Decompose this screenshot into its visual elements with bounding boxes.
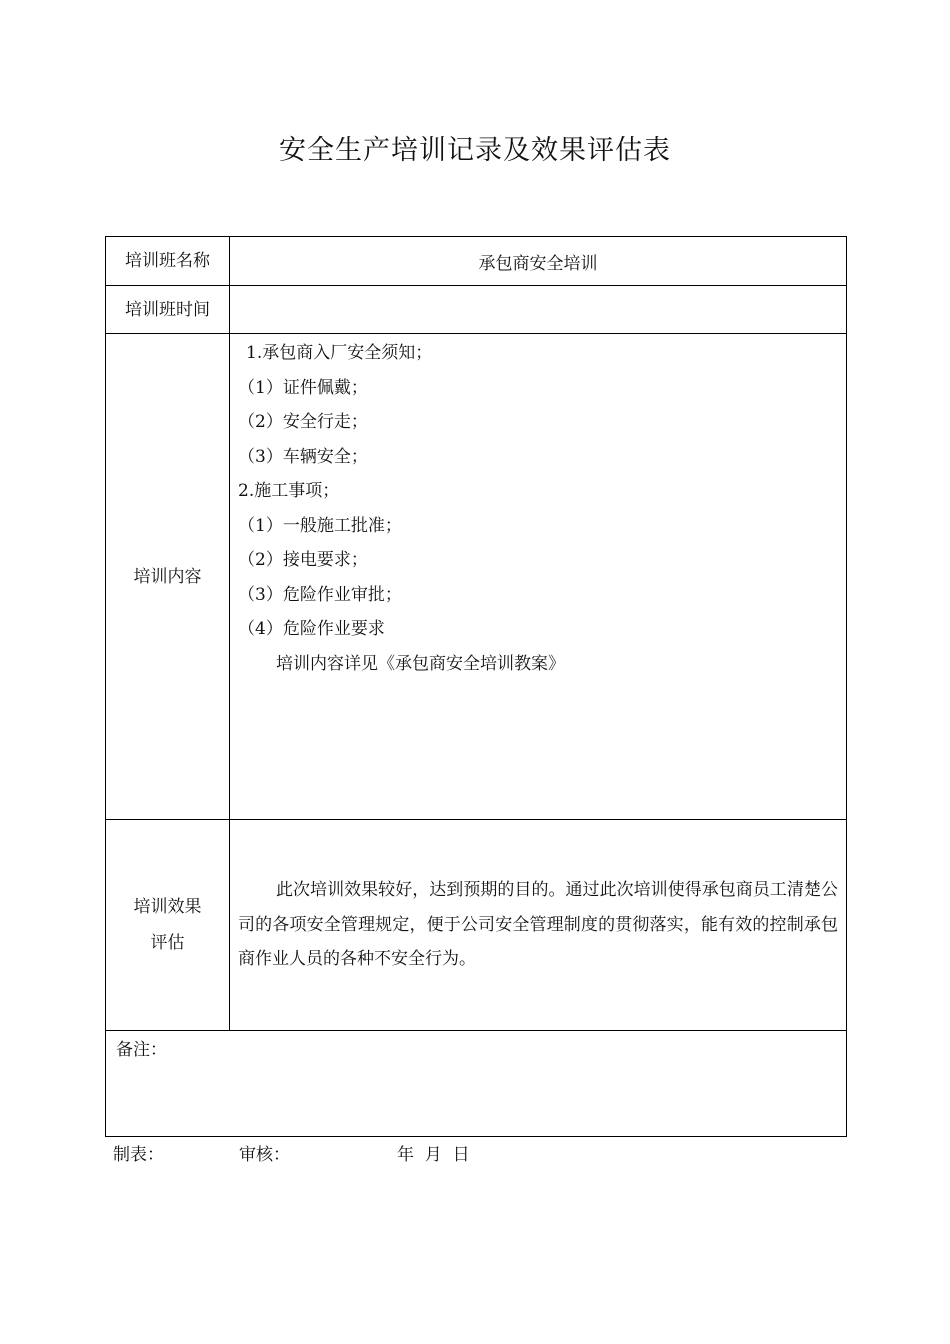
content-line: 培训内容详见《承包商安全培训教案》 xyxy=(276,653,565,674)
class-time-label: 培训班时间 xyxy=(106,286,230,334)
content-line: 2.施工事项； xyxy=(238,481,340,501)
content-line: （2）安全行走； xyxy=(238,412,368,432)
evaluation-row xyxy=(106,820,847,1031)
evaluation-label-line2: 评估 xyxy=(150,933,185,953)
content-line: 1.承包商入厂安全须知； xyxy=(246,343,433,363)
content-label: 培训内容 xyxy=(106,334,230,820)
prepared-by-label: 制表： xyxy=(113,1145,164,1165)
content-value[interactable] xyxy=(230,334,847,820)
class-name-value[interactable]: 承包商安全培训 xyxy=(230,237,847,286)
content-line: （2）接电要求； xyxy=(238,550,368,570)
remarks-cell[interactable] xyxy=(106,1031,847,1137)
content-row xyxy=(106,334,847,820)
evaluation-value[interactable] xyxy=(230,820,847,1031)
remarks-row xyxy=(106,1031,847,1137)
training-record-table xyxy=(105,236,847,1137)
class-time-row xyxy=(106,286,847,334)
content-line: （1）一般施工批准； xyxy=(238,515,402,536)
document-title: 安全生产培训记录及效果评估表 xyxy=(279,135,671,166)
evaluation-label xyxy=(106,820,230,1031)
content-line: （3）车辆安全； xyxy=(238,446,368,467)
class-name-label: 培训班名称 xyxy=(106,237,230,286)
reviewed-by-label: 审核： xyxy=(239,1145,290,1165)
evaluation-text: 此次培训效果较好，达到预期的目的。通过此次培训使得承包商员工清楚公司的各项安全管理规定，便于公司安全管理制度的贯彻落实，能有效的控制承包商作业人员的各种不安全行为。 xyxy=(238,880,838,970)
remarks-label: 备注： xyxy=(116,1040,167,1060)
content-line: （4）危险作业要求 xyxy=(238,619,385,639)
class-time-value[interactable] xyxy=(230,286,847,334)
content-line: （1）证件佩戴； xyxy=(238,377,368,398)
class-name-row xyxy=(106,237,847,286)
evaluation-label-line1: 培训效果 xyxy=(133,897,202,917)
content-line: （3）危险作业审批； xyxy=(238,584,402,605)
date-label: 年 月 日 xyxy=(397,1145,470,1165)
